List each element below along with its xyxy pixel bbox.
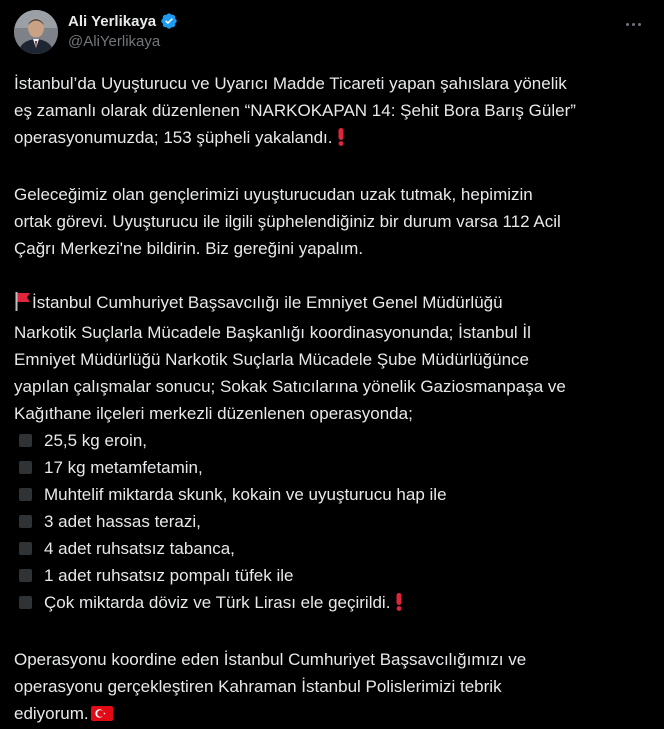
author-name[interactable]: Ali Yerlikaya <box>68 12 157 30</box>
text-line: Operasyonu koordine eden İstanbul Cumhuriyet Başsavcılığımızı ve <box>14 650 527 669</box>
text-line: ediyorum. <box>14 700 654 727</box>
avatar[interactable] <box>14 10 58 54</box>
text-line: Kağıthane ilçeleri merkezli düzenlenen operasyonda; <box>14 404 413 423</box>
text-line: İstanbul Cumhuriyet Başsavcılığı ile Emniyet Genel Müdürlüğü <box>14 289 654 319</box>
more-horizontal-icon <box>626 23 629 26</box>
red-exclamation-icon <box>337 127 345 154</box>
black-square-icon <box>19 434 32 447</box>
black-square-icon <box>19 542 32 555</box>
black-square-icon <box>19 596 32 609</box>
author-handle[interactable]: @AliYerlikaya <box>68 33 161 50</box>
paragraph-details <box>14 289 654 427</box>
list-item: 25,5 kg eroin, <box>14 427 654 454</box>
avatar-image <box>14 10 58 54</box>
text-line: İstanbul’da Uyuşturucu ve Uyarıcı Madde Ticareti yapan şahıslara yönelik <box>14 74 567 93</box>
more-options-button[interactable] <box>618 12 648 36</box>
black-square-icon <box>19 461 32 474</box>
tweet-header <box>14 8 650 56</box>
paragraph-congrats <box>14 646 654 727</box>
tweet-text <box>14 70 654 727</box>
red-flag-icon <box>14 291 32 319</box>
paragraph-intro <box>14 70 654 154</box>
text-line: Emniyet Müdürlüğü Narkotik Suçlarla Mücadele Şube Müdürlüğünce <box>14 350 529 369</box>
verified-badge-icon[interactable] <box>160 12 178 30</box>
black-square-icon <box>19 569 32 582</box>
list-item: Muhtelif miktarda skunk, kokain ve uyuşturucu hap ile <box>14 481 654 508</box>
red-exclamation-icon <box>395 592 403 619</box>
black-square-icon <box>19 488 32 501</box>
text-line: eş zamanlı olarak düzenlenen “NARKOKAPAN 14: Şehit Bora Barış Güler” <box>14 101 576 120</box>
text-line: operasyonumuzda; 153 şüpheli yakalandı. <box>14 124 654 154</box>
list-item: 3 adet hassas terazi, <box>14 508 654 535</box>
black-square-icon <box>19 515 32 528</box>
text-line: yapılan çalışmalar sonucu; Sokak Satıcılarına yönelik Gaziosmanpaşa ve <box>14 377 566 396</box>
text-line: Geleceğimiz olan gençlerimizi uyuşturucudan uzak tutmak, hepimizin <box>14 185 533 204</box>
text-line: ortak görevi. Uyuşturucu ile ilgili şüphelendiğiniz bir durum varsa 112 Acil <box>14 212 561 231</box>
paragraph-appeal <box>14 181 654 262</box>
text-line: operasyonu gerçekleştiren Kahraman İstanbul Polislerimizi tebrik <box>14 677 502 696</box>
turkey-flag-icon <box>91 702 113 717</box>
list-item: Çok miktarda döviz ve Türk Lirası ele geçirildi. <box>14 589 654 619</box>
list-item: 4 adet ruhsatsız tabanca, <box>14 535 654 562</box>
text-line: Narkotik Suçlarla Mücadele Başkanlığı koordinasyonunda; İstanbul İl <box>14 323 531 342</box>
list-item: 17 kg metamfetamin, <box>14 454 654 481</box>
seized-items-list <box>14 427 654 619</box>
text-line: Çağrı Merkezi'ne bildirin. Biz gereğini yapalım. <box>14 239 364 258</box>
list-item: 1 adet ruhsatsız pompalı tüfek ile <box>14 562 654 589</box>
